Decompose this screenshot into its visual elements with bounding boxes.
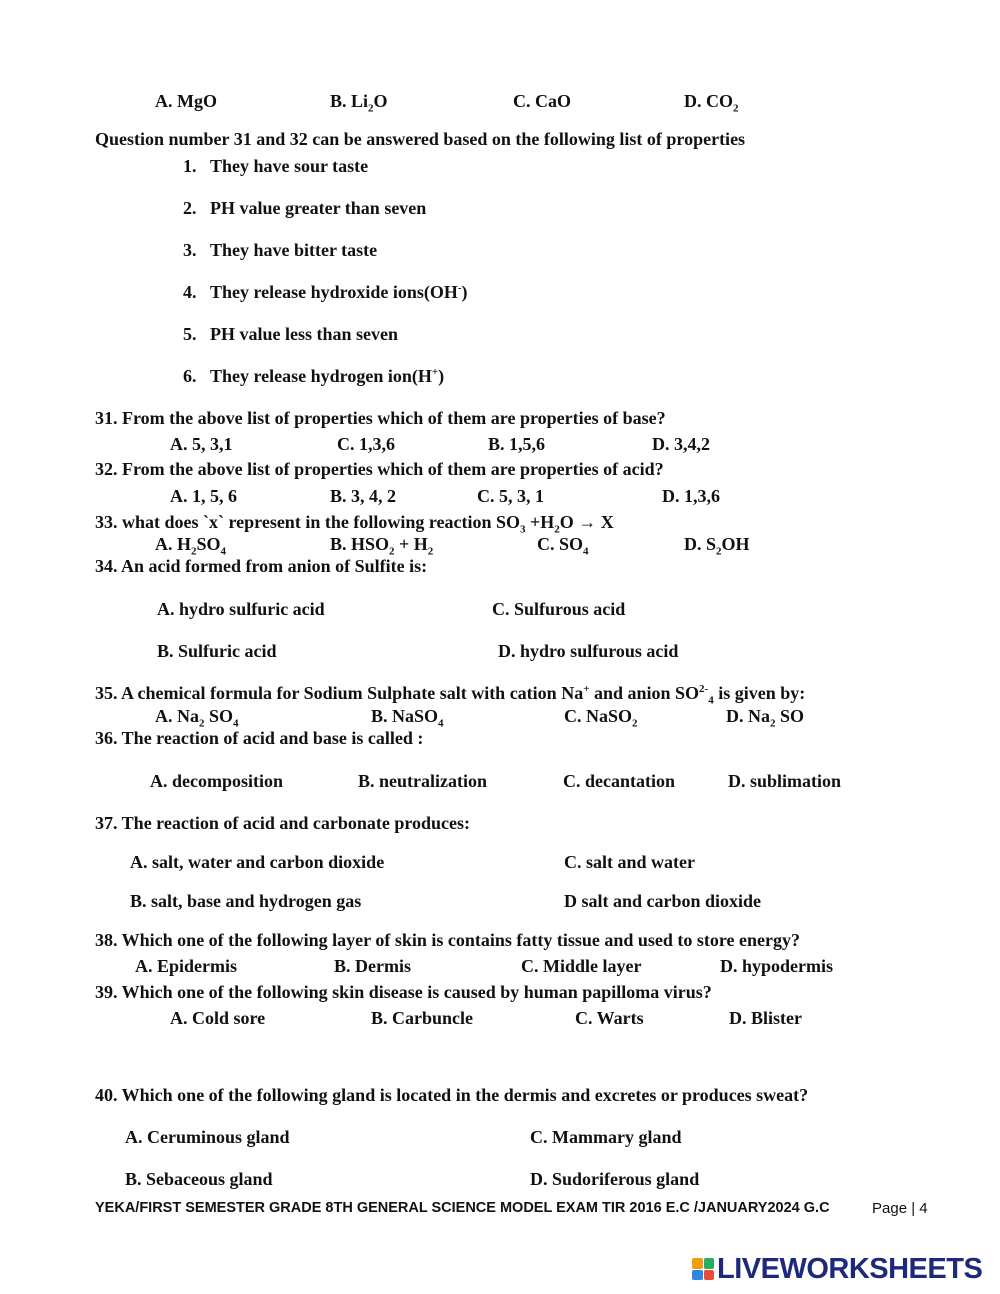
property-item: 3. They have bitter taste [183, 240, 378, 260]
property-item: 4. They release hydroxide ions(OH-) [183, 282, 468, 302]
q34-question: 34. An acid formed from anion of Sulfite is: [95, 556, 428, 576]
q34-option-b[interactable]: B. Sulfuric acid [157, 641, 277, 661]
property-item: 2. PH value greater than seven [183, 198, 427, 218]
q36-question: 36. The reaction of acid and base is called : [95, 728, 424, 748]
q30-option-c: C. CaO [513, 91, 571, 111]
q38-option-d[interactable]: D. hypodermis [720, 956, 834, 976]
q40-question: 40. Which one of the following gland is located in the dermis and excretes or produces sweat? [95, 1085, 809, 1105]
property-item: 6. They release hydrogen ion(H+) [183, 366, 445, 386]
q31-option-d[interactable]: D. 3,4,2 [652, 434, 710, 454]
q35-question: 35. A chemical formula for Sodium Sulphate salt with cation Na+ and anion $SO^{2-}_4$ is given by: [95, 683, 806, 707]
q34-option-a[interactable]: A. hydro sulfuric acid [157, 599, 325, 619]
q30-option-b: B. $Li_2O$ [330, 91, 388, 115]
q35-option-a[interactable]: A. $Na_2$ $SO_4$ [155, 706, 239, 730]
q31-question: 31. From the above list of properties which of them are properties of base? [95, 408, 666, 428]
q40-option-c[interactable]: C. Mammary gland [530, 1127, 682, 1147]
q38-option-a[interactable]: A. Epidermis [135, 956, 238, 976]
q38-question: 38. Which one of the following layer of skin is contains fatty tissue and used to store energy? [95, 930, 801, 950]
q37-option-a[interactable]: A. salt, water and carbon dioxide [130, 852, 385, 872]
liveworksheets-logo-icon [692, 1258, 714, 1280]
q39-option-a[interactable]: A. Cold sore [170, 1008, 266, 1028]
q37-option-c[interactable]: C. salt and water [564, 852, 695, 872]
property-item: 5. PH value less than seven [183, 324, 399, 344]
logo-text: LIVEWORKSHEETS [717, 1252, 983, 1285]
q31-option-b[interactable]: C. 1,3,6 [337, 434, 395, 454]
q35-option-c[interactable]: C. NaSO$_2$ [564, 706, 638, 730]
q37-option-b[interactable]: B. salt, base and hydrogen gas [130, 891, 362, 911]
q40-option-a[interactable]: A. Ceruminous gland [125, 1127, 290, 1147]
q33-option-b[interactable]: B. $HSO_2 + H_2$ [330, 534, 434, 558]
q31-option-a[interactable]: A. 5, 3,1 [170, 434, 233, 454]
q38-option-c[interactable]: C. Middle layer [521, 956, 642, 976]
q36-option-a[interactable]: A. decomposition [150, 771, 284, 791]
q34-option-c[interactable]: C. Sulfurous acid [492, 599, 626, 619]
q32-option-a[interactable]: A. 1, 5, 6 [170, 486, 237, 506]
q32-option-c[interactable]: C. 5, 3, 1 [477, 486, 544, 506]
q39-question: 39. Which one of the following skin disease is caused by human papilloma virus? [95, 982, 712, 1002]
liveworksheets-logo[interactable] [692, 1254, 982, 1284]
q32-option-b[interactable]: B. 3, 4, 2 [330, 486, 397, 506]
q36-option-d[interactable]: D. sublimation [728, 771, 842, 791]
page-number: Page | 4 [872, 1200, 928, 1217]
q39-option-d[interactable]: D. Blister [729, 1008, 802, 1028]
q38-option-b[interactable]: B. Dermis [334, 956, 411, 976]
q35-option-d[interactable]: D. $Na_2$ SO [726, 706, 805, 730]
q33-option-c[interactable]: C. $SO_4$ [537, 534, 589, 558]
q37-option-d[interactable]: D salt and carbon dioxide [564, 891, 762, 911]
q40-option-d[interactable]: D. Sudoriferous gland [530, 1169, 700, 1189]
q40-option-b[interactable]: B. Sebaceous gland [125, 1169, 273, 1189]
q35-option-b[interactable]: B. NaSO$_4$ [371, 706, 444, 730]
q30-option-d: D. $CO_2$ [684, 91, 739, 115]
q39-option-c[interactable]: C. Warts [575, 1008, 644, 1028]
arrow-icon: → [578, 512, 597, 532]
page-footer-title: YEKA/FIRST SEMESTER GRADE 8TH GENERAL SCIENCE MODEL EXAM TIR 2016 E.C /JANUARY2024 G.C [95, 1200, 830, 1216]
q31-option-c[interactable]: B. 1,5,6 [488, 434, 546, 454]
q33-question: 33. what does `x` represent in the following reaction $SO_3 +H_2O \to X$ [95, 512, 614, 536]
q36-option-b[interactable]: B. neutralization [358, 771, 487, 791]
q39-option-b[interactable]: B. Carbuncle [371, 1008, 474, 1028]
q33-option-d[interactable]: D. $S_2OH$ [684, 534, 750, 558]
q37-question: 37. The reaction of acid and carbonate produces: [95, 813, 471, 833]
q34-option-d[interactable]: D. hydro sulfurous acid [498, 641, 679, 661]
q32-question: 32. From the above list of properties which of them are properties of acid? [95, 459, 664, 479]
q33-option-a[interactable]: A. $H_2SO_4$ [155, 534, 227, 558]
q30-option-a: A. MgO [155, 91, 217, 111]
properties-intro: Question number 31 and 32 can be answered based on the following list of properties [95, 129, 746, 149]
property-item: 1. They have sour taste [183, 156, 369, 176]
q36-option-c[interactable]: C. decantation [563, 771, 675, 791]
q32-option-d[interactable]: D. 1,3,6 [662, 486, 720, 506]
